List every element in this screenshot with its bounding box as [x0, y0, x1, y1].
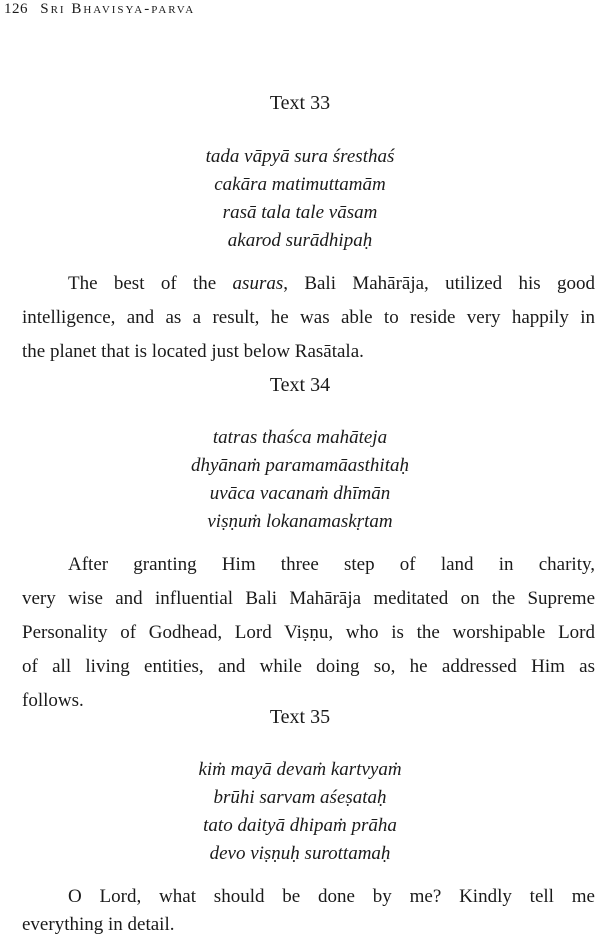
text-35-verse: [0, 756, 600, 868]
translation-line: the planet that is located just below Rasātala.: [22, 341, 364, 362]
verse-line: kiṁ mayā devaṁ kartvyaṁ: [198, 759, 402, 780]
verse-line: rasā tala tale vāsam: [222, 202, 378, 223]
translation-line: O Lord, what should be done by me? Kindly tell me: [68, 886, 595, 907]
verse-line: viṣṇuṁ lokanamaskṛtam: [207, 511, 393, 532]
text-33-verse: [0, 143, 600, 255]
verse-line: tatras thaśca mahāteja: [212, 427, 388, 448]
translation-line: of all living entities, and while doing so, he addressed Him as: [22, 656, 595, 677]
book-title: Sri Bhavisya-parva: [40, 1, 196, 17]
translation-line: The best of the asuras, Bali Mahārāja, utilized his good: [68, 273, 595, 294]
translation-line: everything in detail.: [22, 914, 175, 935]
text-34-verse: [0, 424, 600, 536]
text-33-translation: [22, 267, 595, 369]
verse-line: uvāca vacanaṁ dhīmān: [209, 483, 391, 504]
text-35-translation: [22, 880, 595, 942]
translation-line: After granting Him three step of land in charity,: [68, 554, 595, 575]
translation-line: follows.: [22, 690, 84, 711]
verse-line: akarod surādhipaḥ: [227, 230, 373, 251]
text-35-heading: Text 35: [269, 706, 331, 728]
running-head: [4, 1, 195, 18]
page-number: 126: [4, 1, 28, 17]
verse-line: tada vāpyā sura śresthaś: [205, 146, 395, 167]
verse-line: brūhi sarvam aśeṣataḥ: [213, 787, 387, 808]
verse-line: dhyānaṁ paramamāasthitaḥ: [191, 455, 409, 476]
translation-line: very wise and influential Bali Mahārāja meditated on the Supreme: [22, 588, 595, 609]
text-33-heading: Text 33: [269, 92, 331, 114]
verse-line: cakāra matimuttamām: [214, 174, 386, 195]
italic-term: asuras: [232, 273, 284, 294]
text-34-translation: [22, 548, 595, 718]
verse-line: devo viṣṇuḥ surottamaḥ: [209, 843, 391, 864]
translation-line: intelligence, and as a result, he was able to reside very happily in: [22, 307, 595, 328]
text-34-heading: Text 34: [269, 374, 331, 396]
translation-line: Personality of Godhead, Lord Viṣṇu, who is the worshipable Lord: [22, 622, 595, 643]
verse-line: tato daityā dhipaṁ prāha: [203, 815, 397, 836]
